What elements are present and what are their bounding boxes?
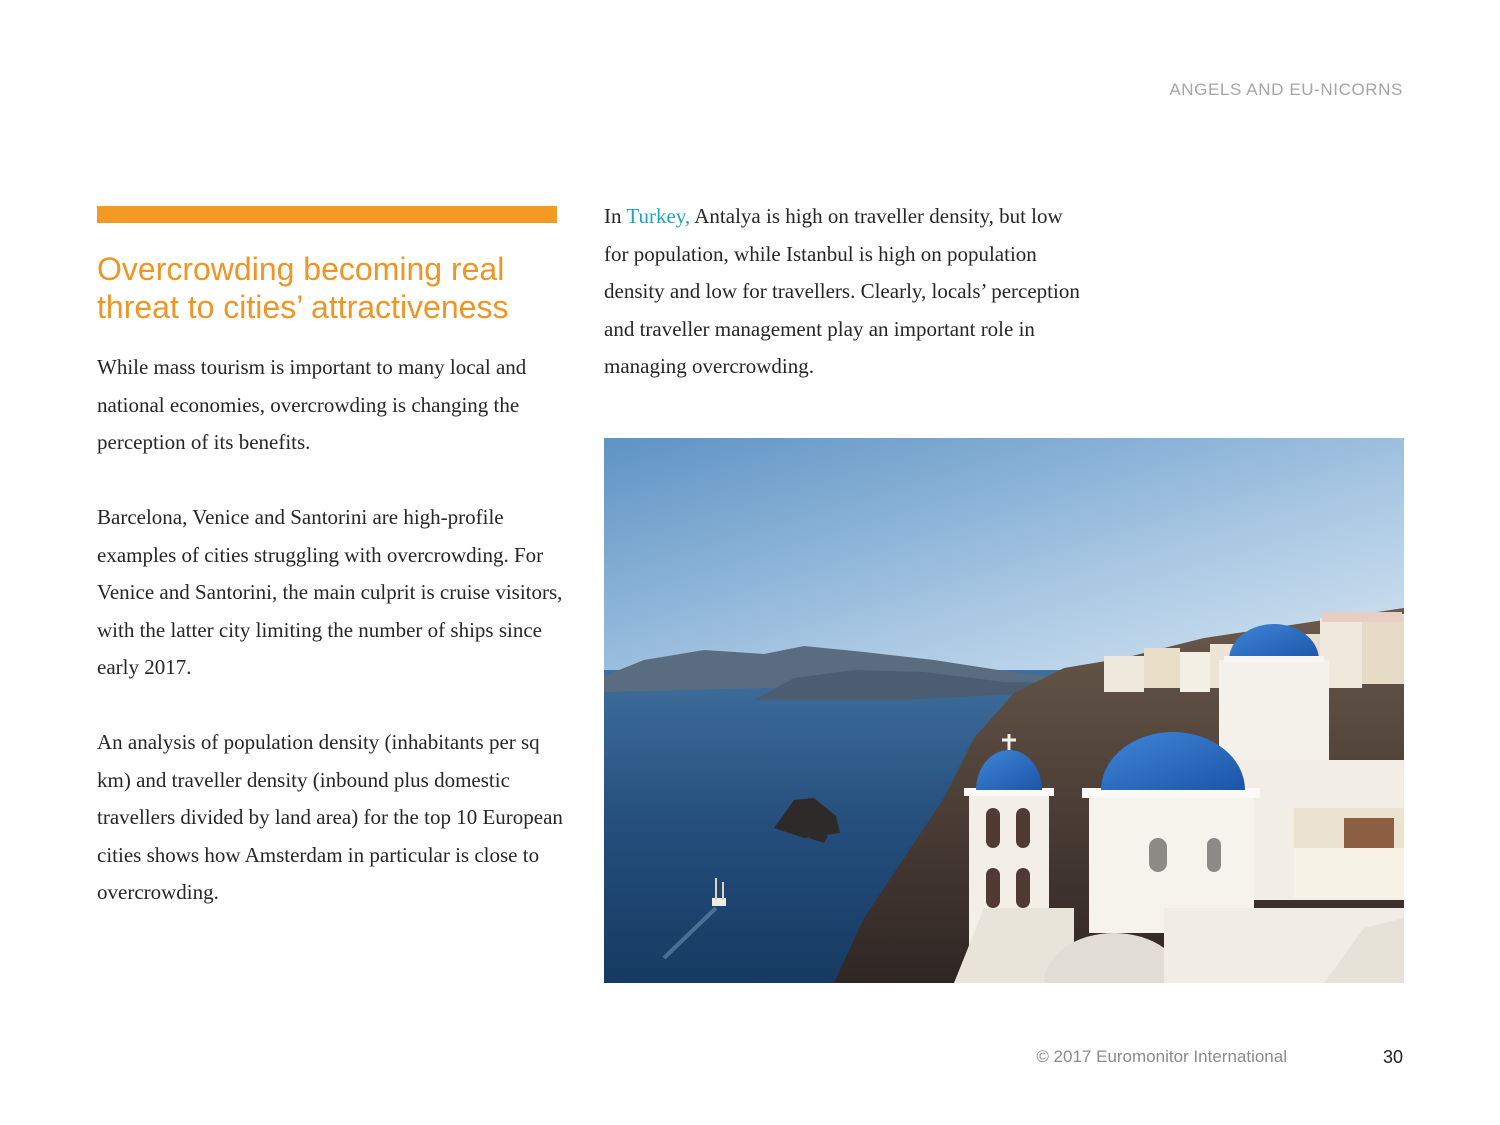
santorini-photo xyxy=(604,438,1404,983)
intro-rest: Antalya is high on traveller density, but low for population, while Istanbul is high on population density and low for travellers. Clearly, locals’ perception and traveller management play an important role in managing overcrowding. xyxy=(604,204,1080,378)
copyright: © 2017 Euromonitor International xyxy=(1036,1047,1287,1066)
intro-prefix: In xyxy=(604,204,627,228)
paragraph-overcrowded-cities: Barcelona, Venice and Santorini are high-profile examples of cities struggling with overcrowding. For Venice and Santorini, the main culprit is cruise visitors, with the latter city limiting the number of ships since early 2017. xyxy=(97,505,563,679)
accent-bar xyxy=(97,206,557,223)
left-column xyxy=(97,349,567,949)
running-header: ANGELS AND EU-NICORNS xyxy=(1169,80,1403,99)
right-column xyxy=(604,198,1084,423)
paragraph-mass-tourism: While mass tourism is important to many local and national economies, overcrowding is changing the perception of its benefits. xyxy=(97,355,527,454)
section-title: Overcrowding becoming real threat to cities’ attractiveness xyxy=(97,251,509,325)
page-number: 30 xyxy=(1382,1047,1403,1067)
paragraph-density-analysis: An analysis of population density (inhabitants per sq km) and traveller density (inbound plus domestic travellers divided by land area) for the top 10 European cities shows how Amsterdam in particular is close to overcrowding. xyxy=(97,730,563,904)
turkey-link[interactable]: Turkey, xyxy=(626,204,691,228)
paragraph-turkey xyxy=(604,198,1084,386)
